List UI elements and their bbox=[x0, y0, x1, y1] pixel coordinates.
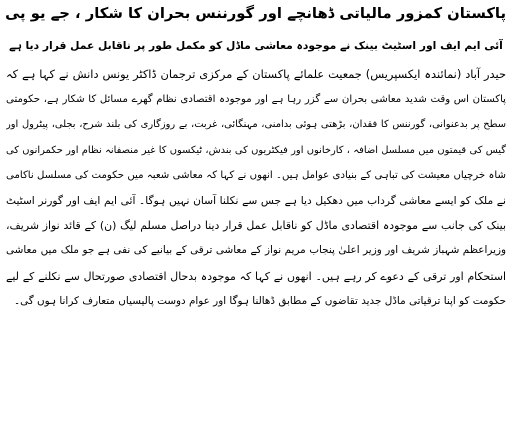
body-line-9: استحکام اور ترقی کے دعوے کر رہے ہیں۔ انھوں نے کہا کہ موجودہ بدحال اقتصادی صورتحال سے نکلنے کے لیے bbox=[6, 269, 506, 283]
body-line-4: گیس کی قیمتوں میں مسلسل اضافہ ، کارخانوں اور فیکٹریوں کی بندش، ٹیکسوں کا غیر منصفانہ نظام اور حکمرانوں کی bbox=[6, 144, 506, 156]
body-line-7: بینک کی جانب سے موجودہ اقتصادی ماڈل کو ناقابل عمل قرار دینا دراصل مسلم لیگ (ن) کے قائد نواز شریف، bbox=[6, 219, 506, 233]
body-line-2: پاکستان اس وقت شدید معاشی بحران سے گزر رہا ہے اور موجودہ اقتصادی نظام گھرے مسائل کا شکار ہے، حکومتی bbox=[6, 94, 506, 106]
body-line-10: حکومت کو اپنا ترقیاتی ماڈل جدید تقاضوں کے مطابق ڈھالنا ہوگا اور عوام دوست پالیسیاں متعارف کرانا ہوں گی۔ bbox=[13, 294, 506, 307]
article-headline: پاکستان کمزور مالیاتی ڈھانچے اور گورننس بحران کا شکار ، جے یو پی bbox=[5, 5, 506, 22]
article-body bbox=[6, 62, 506, 314]
body-line-1: حیدر آباد (نمائندہ ایکسپریس) جمعیت علمائے پاکستان کے مرکزی ترجمان ڈاکٹر یونس دانش نے کہا ہے کہ bbox=[6, 67, 506, 81]
news-article bbox=[6, 4, 506, 435]
body-line-8: وزیراعظم شہباز شریف اور وزیر اعلیٰ پنجاب مریم نواز کے معاشی ترقی کے بیانیے کی نفی ہے جو ملک میں معاشی bbox=[6, 244, 506, 257]
body-line-5: شاہ خرچیاں معیشت کی تباہی کے بنیادی عوامل ہیں۔ انھوں نے کہا کہ معاشی شعبہ میں حکومت کی مسلسل ناکامی bbox=[6, 169, 506, 181]
body-line-3: سطح پر بدعنوانی، گورننس کا فقدان، بڑھتی ہوئی بدامنی، مہنگائی، غربت، بے روزگاری کی بلند شرح، بجلی، پیٹرول اور bbox=[6, 119, 506, 131]
body-line-6: نے ملک کو ایسے معاشی گرداب میں دھکیل دیا ہے جس سے نکلنا آسان نہیں ہوگا۔ آئی ایم ایف اور گورنر اسٹیٹ bbox=[6, 194, 506, 208]
article-subheadline: آئی ایم ایف اور اسٹیٹ بینک نے موجودہ معاشی ماڈل کو مکمل طور پر ناقابل عمل قرار دیا ہے bbox=[9, 39, 503, 52]
